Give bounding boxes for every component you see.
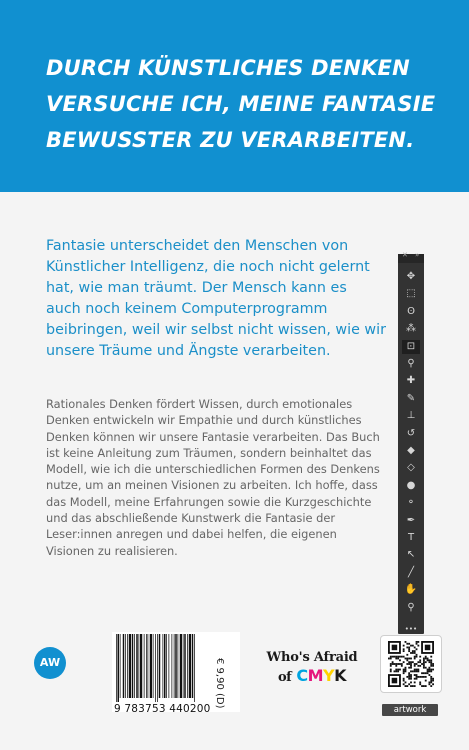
magic-wand-tool-icon[interactable]: ⁂ [406, 323, 416, 335]
qr-module [416, 670, 418, 672]
qr-module [430, 661, 432, 663]
cover-banner [0, 0, 469, 192]
qr-module [406, 659, 408, 661]
qr-module [427, 658, 429, 660]
qr-module [414, 647, 416, 649]
qr-module [408, 663, 410, 665]
qr-module [423, 672, 425, 674]
qr-module [408, 676, 410, 678]
qr-module [405, 681, 407, 683]
qr-module [414, 652, 416, 654]
qr-module [401, 656, 403, 658]
qr-module [427, 670, 429, 672]
qr-module [425, 661, 427, 663]
dodge-tool-icon[interactable]: ⚬ [406, 497, 416, 509]
qr-module [410, 681, 412, 683]
qr-module [432, 665, 434, 667]
qr-module [412, 685, 414, 687]
qr-module [432, 683, 434, 685]
barcode-bar [192, 634, 194, 698]
barcode-bar [116, 634, 117, 702]
qr-module [421, 663, 423, 665]
qr-module [394, 656, 396, 658]
qr-module [390, 670, 392, 672]
type-tool-icon[interactable]: T [407, 532, 415, 543]
qr-module [416, 643, 418, 645]
qr-module [401, 663, 403, 665]
brand-line-1: Who's Afraid [266, 650, 358, 665]
barcode-bar [180, 634, 182, 698]
qr-module [419, 659, 421, 661]
barcode-bar [134, 634, 135, 698]
qr-module [408, 667, 410, 669]
qr-module [416, 674, 418, 676]
qr-module [416, 648, 418, 650]
qr-module [417, 669, 419, 671]
qr-module [425, 658, 427, 660]
barcode-bar [187, 634, 188, 698]
barcode-bar [166, 634, 167, 698]
qr-module [410, 667, 412, 669]
barcode-bar [194, 634, 195, 702]
qr-module [430, 680, 432, 682]
qr-module [408, 672, 410, 674]
qr-module [408, 643, 410, 645]
collapse-icon: ✕ [402, 251, 408, 259]
qr-module [417, 661, 419, 663]
artwork-label: artwork [382, 704, 438, 716]
qr-module [428, 659, 430, 661]
brand-letter-k: K [334, 666, 346, 685]
publisher-logo: AW [34, 647, 66, 679]
qr-module [405, 667, 407, 669]
crop-tool-icon[interactable]: ⊡ [402, 340, 420, 354]
qr-module [395, 665, 397, 667]
qr-code [388, 641, 434, 687]
qr-module [390, 658, 392, 660]
qr-module [419, 656, 421, 658]
qr-module [405, 658, 407, 660]
brand-of: of [277, 670, 292, 685]
move-tool-icon[interactable]: ✥ [406, 271, 416, 282]
qr-module [423, 685, 425, 687]
qr-module [423, 658, 425, 660]
qr-module [428, 669, 430, 671]
qr-module [419, 683, 421, 685]
qr-module [423, 661, 425, 663]
qr-module [412, 650, 414, 652]
qr-module [417, 670, 419, 672]
barcode-bar [164, 634, 166, 698]
qr-module [425, 645, 431, 651]
qr-module [392, 663, 394, 665]
qr-module [430, 669, 432, 671]
barcode-bar [127, 634, 128, 698]
barcode-bar [157, 634, 158, 702]
qr-module [432, 678, 434, 680]
qr-module [414, 658, 416, 660]
qr-module [406, 654, 408, 656]
qr-module [432, 680, 434, 682]
brand-letter-y: Y [323, 666, 335, 685]
qr-module [395, 656, 397, 658]
barcode-bar [172, 634, 173, 698]
body-paragraph: Rationales Denken fördert Wissen, durch emotionales Denken entwickeln wir Empathie und durch künstliches Denken können wir unsere Fantasie verarbeiten. Das Buch ist keine Anleitung zum Träumen, sondern beinhaltet das Modell, wie ich die unterschiedlichen Formen des Denkens nutze, um an meinen Visionen zu arbeiten. Ich hoffe, dass das Modell, meine Erfahrungen sowie die Kurzgeschichte und das abschließende Kunstwerk die Fantasie der Leser:innen anregen und dabei helfen, die eigenen Visionen zu realisieren. [46, 397, 380, 558]
qr-module [414, 656, 416, 658]
barcode-bar [150, 634, 152, 698]
qr-module [430, 681, 432, 683]
qr-module [403, 650, 405, 652]
qr-module [425, 656, 427, 658]
qr-module [399, 663, 401, 665]
eraser-tool-icon[interactable]: ◆ [407, 445, 415, 456]
qr-module [410, 652, 412, 654]
barcode-bar [159, 634, 161, 698]
qr-module [397, 669, 399, 671]
qr-module [414, 685, 416, 687]
qr-module [395, 670, 397, 672]
qr-module [403, 683, 405, 685]
qr-module [428, 681, 430, 683]
marquee-tool-icon[interactable]: ⬚ [406, 288, 416, 300]
qr-module [390, 656, 392, 658]
hand-tool-icon[interactable]: ✋ [404, 584, 418, 596]
qr-module [405, 669, 407, 671]
qr-module [405, 685, 407, 687]
qr-module [417, 665, 419, 667]
qr-module [416, 669, 418, 671]
qr-module [406, 647, 408, 649]
qr-module [412, 661, 414, 663]
qr-module [410, 663, 412, 665]
qr-module [399, 656, 401, 658]
brand-letter-m: M [307, 666, 323, 685]
qr-module [397, 658, 399, 660]
qr-module [425, 672, 427, 674]
path-selection-tool-icon[interactable]: ↖ [406, 549, 416, 561]
qr-module [417, 645, 419, 647]
barcode-bar [169, 634, 170, 698]
qr-module [405, 670, 407, 672]
qr-module [410, 665, 412, 667]
qr-module [417, 676, 419, 678]
qr-module [397, 670, 399, 672]
qr-module [403, 678, 405, 680]
qr-module [412, 645, 414, 647]
qr-module [403, 645, 405, 647]
barcode-bar [139, 634, 140, 698]
qr-module [427, 672, 429, 674]
qr-card [380, 635, 442, 693]
qr-module [427, 659, 429, 661]
price-label: € 9,90 (D) [214, 658, 225, 709]
qr-module [406, 685, 408, 687]
qr-module [406, 643, 408, 645]
qr-module [427, 669, 429, 671]
qr-module [395, 669, 397, 671]
lasso-tool-icon[interactable]: ʘ [407, 305, 415, 317]
qr-module [406, 663, 408, 665]
qr-module [403, 680, 405, 682]
eyedropper-tool-icon[interactable]: ⚲ [407, 358, 415, 369]
qr-module [410, 661, 412, 663]
qr-module [421, 672, 423, 674]
qr-module [410, 676, 412, 678]
qr-module [421, 676, 423, 678]
qr-module [430, 663, 432, 665]
qr-module [430, 659, 432, 661]
qr-module [401, 665, 403, 667]
qr-module [403, 670, 405, 672]
banner-quote: DURCH KÜNSTLICHES DENKEN VERSUCHE ICH, MEINE FANTASIE BEWUSSTER ZU VERARBEITEN. [46, 56, 436, 152]
qr-module [408, 674, 410, 676]
qr-module [425, 685, 427, 687]
qr-module [410, 670, 412, 672]
blur-tool-icon[interactable]: ● [406, 479, 416, 491]
barcode-bar [140, 634, 142, 698]
qr-module [425, 667, 427, 669]
expand-icon: » [415, 251, 420, 259]
toolbar-header [398, 251, 424, 263]
brand-logo [262, 650, 362, 685]
qr-module [399, 659, 401, 661]
barcode-bar [155, 634, 156, 702]
qr-module [392, 645, 398, 651]
qr-module [423, 667, 425, 669]
qr-module [410, 674, 412, 676]
qr-module [399, 669, 401, 671]
qr-module [392, 661, 394, 663]
qr-module [428, 674, 430, 676]
qr-module [406, 658, 408, 660]
barcode-bar [129, 634, 131, 698]
qr-module [403, 672, 405, 674]
barcode-bar [189, 634, 191, 698]
qr-module [408, 678, 410, 680]
qr-module [408, 661, 410, 663]
isbn-barcode [114, 634, 224, 702]
brush-tool-icon[interactable]: ✎ [406, 392, 416, 404]
qr-module [430, 670, 432, 672]
qr-module [408, 648, 410, 650]
qr-module [414, 650, 416, 652]
qr-module [416, 678, 418, 680]
qr-module [425, 680, 427, 682]
zoom-tool-icon[interactable]: ⚲ [407, 601, 415, 613]
qr-module [430, 678, 432, 680]
isbn-number: 9 783753 440200 [114, 703, 211, 715]
barcode-bar [132, 634, 134, 698]
qr-module [390, 669, 392, 671]
qr-module [414, 681, 416, 683]
qr-module [408, 650, 410, 652]
qr-module [430, 685, 432, 687]
barcode-bar [178, 634, 179, 698]
qr-module [403, 669, 405, 671]
paint-bucket-tool-icon[interactable]: ◇ [407, 462, 415, 474]
qr-module [395, 663, 397, 665]
barcode-bar [184, 634, 186, 698]
qr-module [392, 656, 394, 658]
lead-paragraph: Fantasie unterscheidet den Menschen von Künstlicher Intelligenz, die noch nicht gelernt hat, wie man träumt. Der Mensch kann es auch noch keinem Computerprogramm beibringen, weil wir selbst nicht wissen, wie wir unsere Träume und Ängste verarbeiten. [46, 238, 386, 359]
qr-module [414, 670, 416, 672]
barcode-bar [175, 634, 177, 698]
pen-tool-icon[interactable]: ✒ [406, 514, 416, 526]
qr-module [428, 670, 430, 672]
qr-module [392, 678, 398, 684]
qr-module [423, 665, 425, 667]
qr-module [397, 663, 399, 665]
qr-module [394, 670, 396, 672]
more-tools-icon[interactable]: ••• [404, 625, 418, 633]
qr-module [388, 658, 390, 660]
qr-module [403, 648, 405, 650]
qr-module [406, 676, 408, 678]
qr-module [395, 658, 397, 660]
qr-module [414, 665, 416, 667]
brand-line-2 [262, 666, 362, 685]
qr-module [432, 669, 434, 671]
barcode-bar [144, 634, 145, 698]
qr-module [419, 681, 421, 683]
barcode-bar [120, 634, 121, 698]
barcode-bar [136, 634, 138, 698]
qr-module [390, 663, 392, 665]
qr-module [425, 676, 427, 678]
barcode-bar [148, 634, 149, 698]
qr-module [428, 667, 430, 669]
qr-module [423, 663, 425, 665]
brand-letter-c: C [296, 666, 308, 685]
qr-module [419, 665, 421, 667]
qr-module [430, 656, 432, 658]
barcode-bar [153, 634, 154, 698]
qr-module [417, 641, 419, 643]
barcode-bar [118, 634, 120, 702]
qr-module [416, 676, 418, 678]
barcode-bar [163, 634, 164, 698]
qr-module [421, 685, 423, 687]
barcode-bar [125, 634, 126, 698]
qr-module [408, 683, 410, 685]
qr-module [403, 656, 405, 658]
healing-brush-tool-icon[interactable]: ✚ [406, 375, 416, 387]
line-tool-icon[interactable]: ╱ [407, 566, 415, 578]
qr-module [412, 670, 414, 672]
qr-module [428, 683, 430, 685]
barcode-bar [123, 634, 125, 698]
barcode-bar [183, 634, 184, 698]
photoshop-toolbar [398, 251, 424, 634]
qr-module [414, 669, 416, 671]
qr-module [428, 661, 430, 663]
clone-stamp-tool-icon[interactable]: ⊥ [406, 410, 416, 422]
qr-module [430, 676, 432, 678]
qr-module [416, 654, 418, 656]
qr-module [412, 652, 414, 654]
barcode-bar [146, 634, 147, 698]
qr-module [430, 665, 432, 667]
qr-module [410, 685, 412, 687]
qr-module [416, 663, 418, 665]
qr-module [410, 678, 412, 680]
qr-module [410, 658, 412, 660]
qr-module [414, 674, 416, 676]
qr-module [397, 656, 399, 658]
qr-module [390, 665, 392, 667]
qr-module [419, 661, 421, 663]
qr-module [405, 641, 407, 643]
qr-module [408, 647, 410, 649]
qr-module [423, 659, 425, 661]
qr-module [423, 676, 425, 678]
barcode-bar [174, 634, 175, 698]
qr-module [408, 658, 410, 660]
qr-module [414, 678, 416, 680]
qr-module [432, 663, 434, 665]
qr-module [403, 661, 405, 663]
qr-module [416, 656, 418, 658]
history-brush-tool-icon[interactable]: ↺ [406, 427, 416, 439]
qr-module [414, 663, 416, 665]
qr-module [410, 645, 412, 647]
qr-module [419, 676, 421, 678]
qr-module [416, 641, 418, 643]
qr-module [394, 663, 396, 665]
